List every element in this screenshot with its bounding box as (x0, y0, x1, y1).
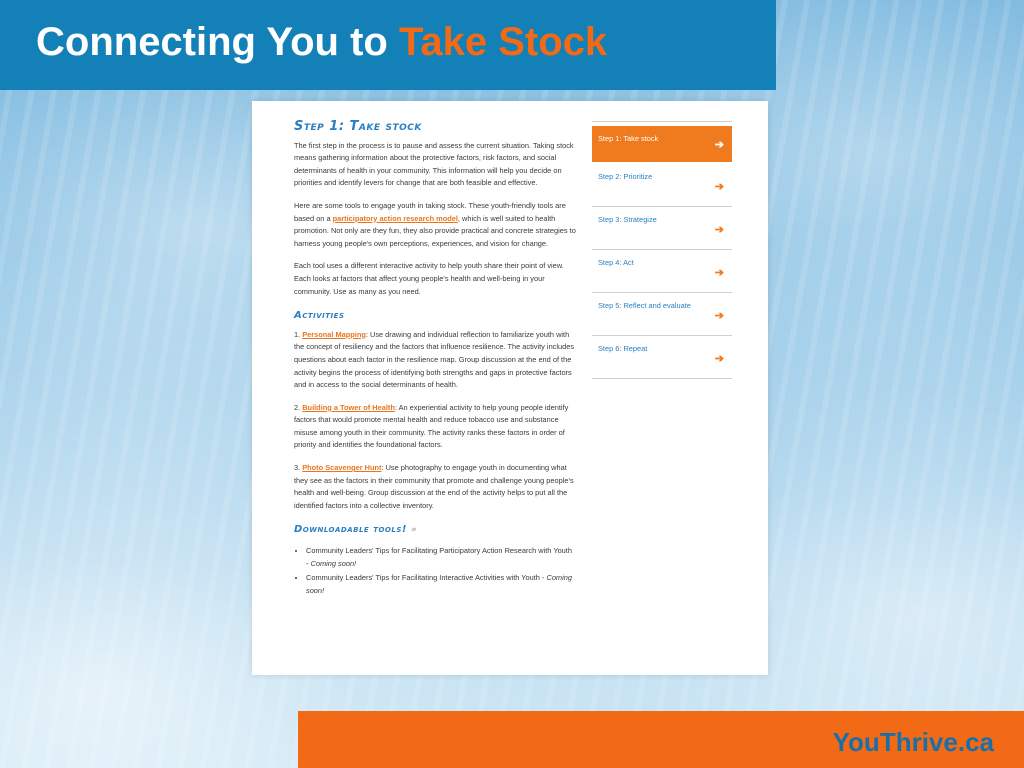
downloads-list (294, 545, 576, 597)
each-tool-paragraph: Each tool uses a different interactive activity to help youth share their point of view. Each looks at factors that affect young people's health and well-being in your community. Use as many as you need. (294, 261, 564, 296)
step-label: Step 6: Repeat (598, 344, 648, 353)
site-url: YouThrive.ca (832, 727, 994, 757)
activity-description: : An experiential activity to help young people identify factors that would promote mental health and reduce tobacco use and substance misuse among youth in their community. The activity ranks these factors in order of priority and identifies the foundational factors. (294, 402, 569, 450)
par-model-link[interactable]: participatory action research model (332, 213, 458, 223)
download-item[interactable] (306, 545, 576, 570)
arrow-right-icon: ➔ (714, 139, 724, 151)
activity-number: 1. (294, 329, 303, 339)
download-text: Community Leaders' Tips for Facilitating Participatory Action Research with Youth - (306, 546, 572, 568)
activity-description: : Use photography to engage youth in documenting what they see as the factors in their community that promote and challenge young people's health and well-being. Group discussion at the end of the activity helps to put all the identified factors into a collective inventory. (294, 463, 574, 510)
step-nav-item-5[interactable] (592, 293, 732, 336)
slide-title (36, 20, 607, 65)
photo-scavenger-hunt-link[interactable]: Photo Scavenger Hunt (302, 463, 382, 473)
tools-text-before: Here are some tools to engage youth in taking stock. These youth-friendly tools are based on a (294, 200, 566, 223)
step-label: Step 1: Take stock (598, 134, 659, 143)
title-text: Connecting You to (36, 20, 399, 64)
step-nav-item-1[interactable] (592, 126, 732, 162)
activity-item (294, 402, 576, 452)
main-content (294, 121, 576, 599)
activity-number: 3. (294, 463, 303, 473)
download-note: Coming soon! (306, 573, 572, 595)
activity-item (294, 329, 576, 392)
downloads-heading-text: Downloadable tools! (294, 524, 407, 536)
downloads-heading (294, 524, 576, 537)
download-note: Coming soon! (310, 558, 357, 568)
personal-mapping-link[interactable]: Personal Mapping (302, 329, 366, 339)
step-label: Step 3: Strategize (598, 215, 657, 224)
chevron-right-icon: » (410, 525, 418, 536)
arrow-right-icon: ➔ (714, 267, 724, 279)
activity-item (294, 462, 576, 512)
activities-heading: Activities (294, 310, 345, 322)
arrow-right-icon: ➔ (714, 353, 724, 365)
download-item[interactable] (306, 572, 576, 597)
step-nav-item-3[interactable] (592, 207, 732, 250)
step-label: Step 2: Prioritize (598, 172, 653, 181)
tools-paragraph (294, 200, 576, 250)
steps-nav (592, 121, 732, 379)
title-bar (0, 0, 776, 90)
arrow-right-icon: ➔ (714, 224, 724, 236)
download-text: Community Leaders' Tips for Facilitating Interactive Activities with Youth - (306, 573, 547, 583)
tools-text-after: , which is well suited to health promotion. Not only are they fun, they also provide practical and concrete strategies to harness young people's own perceptions, experiences, and vision for change. (294, 213, 576, 248)
intro-paragraph: The first step in the process is to pause and assess the current situation. Taking stock means gathering information about the protective factors, risk factors, and social determinants of health in your community. This information will help you decide on priorities and identify levers for change that are both feasible and effective. (294, 140, 574, 188)
tower-of-health-link[interactable]: Building a Tower of Health (302, 402, 395, 412)
activity-description: : Use drawing and individual reflection to familiarize youth with the concept of resiliency and the factors that influence resilience. The activity includes questions about each factor in the resilience map. Group discussion at the end of the activity begins the process of identifying both strengths and gaps in protective factors and in access to the social determinants of health. (294, 329, 575, 390)
step-label: Step 5: Reflect and evaluate (598, 301, 691, 310)
step-label: Step 4: Act (598, 258, 634, 267)
title-accent: Take Stock (398, 20, 608, 64)
step-nav-item-4[interactable] (592, 250, 732, 293)
step-nav-item-2[interactable] (592, 164, 732, 207)
arrow-right-icon: ➔ (714, 310, 724, 322)
arrow-right-icon: ➔ (714, 181, 724, 193)
page-heading: Step 1: Take stock (294, 119, 422, 134)
activity-number: 2. (294, 402, 303, 412)
webpage-screenshot (252, 101, 768, 675)
footer-bar (298, 711, 1024, 768)
step-nav-item-6[interactable] (592, 336, 732, 379)
